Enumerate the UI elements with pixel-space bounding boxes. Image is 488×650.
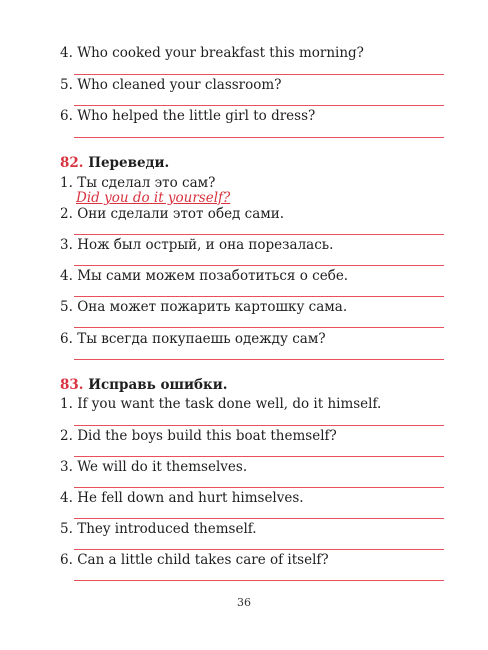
item-text: Мы сами можем позаботиться о себе. [77, 268, 349, 284]
ex83-item-2 [60, 428, 337, 444]
prev-item-5 [60, 77, 281, 93]
item-number: 6. [60, 108, 73, 124]
example-answer: Did you do it yourself? [76, 190, 231, 206]
item-text: Who helped the little girl to dress? [77, 108, 316, 124]
ex82-item-1 [60, 175, 215, 191]
item-text: Can a little child takes care of itself? [77, 552, 329, 568]
item-text: Нож был острый, и она порезалась. [77, 237, 334, 253]
exercise-title: Исправь ошибки. [88, 377, 228, 393]
item-text: Ты сделал это сам? [77, 175, 216, 191]
ex83-item-1 [60, 396, 381, 412]
item-number: 2. [60, 428, 73, 444]
exercise-82-heading [60, 155, 169, 171]
answer-line [74, 425, 444, 426]
item-text: Who cooked your breakfast this morning? [77, 45, 364, 61]
ex82-item-2 [60, 206, 284, 222]
item-number: 5. [60, 521, 73, 537]
ex82-item-5 [60, 299, 347, 315]
item-text: We will do it themselves. [77, 459, 248, 475]
exercise-83-heading [60, 377, 227, 393]
item-number: 3. [60, 459, 73, 475]
exercise-title: Переведи. [88, 155, 170, 171]
answer-line [74, 359, 444, 360]
answer-line [74, 549, 444, 550]
ex82-item-4 [60, 268, 348, 284]
item-number: 3. [60, 237, 73, 253]
item-text: Она может пожарить картошку сама. [77, 299, 348, 315]
ex82-item-6 [60, 331, 326, 347]
prev-item-4 [60, 45, 364, 61]
item-number: 1. [60, 175, 73, 191]
item-number: 1. [60, 396, 73, 412]
item-text: If you want the task done well, do it himself. [77, 396, 382, 412]
item-number: 5. [60, 77, 73, 93]
item-text: Did the boys build this boat themself? [77, 428, 337, 444]
answer-line [74, 580, 444, 581]
answer-line [74, 296, 444, 297]
answer-line [74, 137, 444, 138]
prev-item-6 [60, 108, 315, 124]
ex83-item-4 [60, 490, 304, 506]
item-number: 6. [60, 331, 73, 347]
answer-line [74, 74, 444, 75]
answer-line [74, 456, 444, 457]
item-text: He fell down and hurt himselves. [77, 490, 304, 506]
item-number: 5. [60, 299, 73, 315]
item-number: 4. [60, 268, 73, 284]
answer-line [74, 234, 444, 235]
item-number: 4. [60, 45, 73, 61]
ex83-item-5 [60, 521, 257, 537]
answer-line [74, 487, 444, 488]
ex83-item-6 [60, 552, 329, 568]
answer-line [74, 265, 444, 266]
ex82-item-3 [60, 237, 333, 253]
page-number: 36 [237, 596, 251, 609]
item-text: Who cleaned your classroom? [77, 77, 282, 93]
item-number: 4. [60, 490, 73, 506]
answer-line [74, 327, 444, 328]
answer-line [74, 518, 444, 519]
item-number: 6. [60, 552, 73, 568]
exercise-number: 83. [60, 377, 84, 393]
ex83-item-3 [60, 459, 247, 475]
item-text: Ты всегда покупаешь одежду сам? [77, 331, 326, 347]
item-number: 2. [60, 206, 73, 222]
exercise-number: 82. [60, 155, 84, 171]
item-text: They introduced themself. [77, 521, 257, 537]
answer-line [74, 105, 444, 106]
item-text: Они сделали этот обед сами. [77, 206, 285, 222]
